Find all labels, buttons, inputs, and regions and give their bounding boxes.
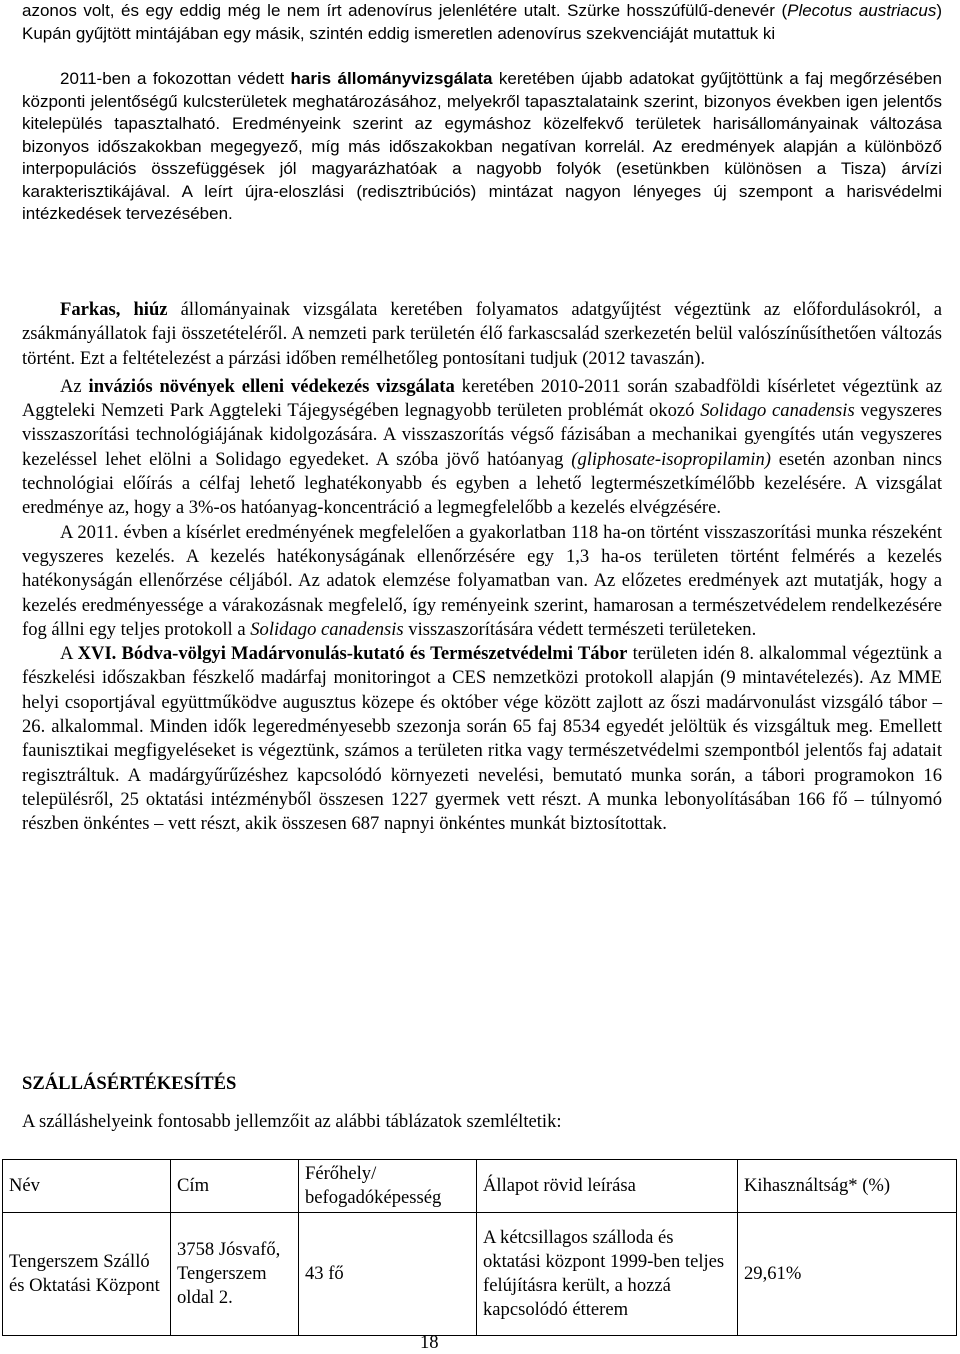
paragraph-tabor — [22, 642, 942, 836]
header-cell: Férőhely/ befogadóképesség — [299, 1160, 477, 1213]
cell-address: 3758 Jósvafő, Tengerszem oldal 2. — [171, 1213, 299, 1336]
header-cell: Állapot rövid leírása — [477, 1160, 738, 1213]
species-name: Plecotus austriacus — [787, 1, 937, 20]
species-name: Solidago canadensis — [700, 400, 855, 422]
text: ) Kupán gyűjtött mintájában egy másik, szintén eddig ismeretlen adenovírus szekvenciáját mutattuk ki — [22, 1, 942, 43]
text: vegyszeres visszaszorítási technológiájának kidolgozására. A visszaszorítás végső fázisában a mechanikai gyengítés után vegyszeres kezeléssel lehet elölni a Solidago egyedeket. A szóba jövő hatóanyag — [22, 400, 942, 470]
chemical-name: (gliphosate-isopropilamin) — [571, 448, 771, 470]
bold-term: haris állományvizsgálata — [290, 69, 493, 88]
text: állományainak vizsgálata keretében folyamatos adatgyűjtést végeztünk az előfordulásokról, a zsákmányállatok faji összetételéről. A nemzeti park területén élő farkascsalád szerkezetén belül valószínűsíthetően változás történt. Ezt a feltételezést a párzási időben remélhetőleg pontosítani tudjuk (2012 tavaszán). — [22, 299, 942, 369]
text: A — [60, 643, 78, 665]
text: visszaszorítására védett természeti területeken. — [403, 618, 757, 640]
species-name: Solidago canadensis — [250, 618, 404, 640]
header-cell: Kihasználtság* (%) — [738, 1160, 957, 1213]
bold-term: Farkas, hiúz — [60, 299, 168, 320]
header-cell: Név — [3, 1160, 171, 1213]
cell-description: A kétcsillagos szálloda és oktatási központ 1999-ben teljes felújításra került, a hozzá kapcsolódó étterem — [477, 1213, 738, 1336]
text: 2011-ben a fokozottan védett — [60, 69, 291, 88]
cell-occupancy: 29,61% — [738, 1213, 957, 1336]
section-heading: SZÁLLÁSÉRTÉKESÍTÉS — [22, 1073, 237, 1094]
text: Az — [60, 375, 89, 397]
paragraph-2011 — [22, 521, 942, 642]
table-row — [3, 1213, 957, 1336]
cell-name: Tengerszem Szálló és Oktatási Központ — [3, 1213, 171, 1336]
text: keretében 2010-2011 során szabadföldi kísérletet végeztünk az Aggteleki Nemzeti Park Aggteleki Tájegységében legnagyobb területen problémát okozó — [22, 375, 942, 422]
text: területen idén 8. alkalommal végeztünk a fészkelési időszakban fészkelő madárfaj monitoringot a CES nemzetközi protokoll alapján (9 mintavételezés). Az MME helyi csoportjával együttműködve augusztus közepe és október vége között zajlott az őszi madárvonulást vizsgáló tábor – 26. alkalommal. Minden idők legeredményesebb szezonja során 65 faj 8534 egyedét jelöltük és vizsgáltuk meg. Emellett faunisztikai megfigyeléseket is végeztünk, számos a területen ritka vagy természetvédelmi szempontból jelentős faj adatait regisztráltuk. A madárgyűrűzéshez kapcsolódó környezeti nevelési, bemutató munka során, a tábori programokon 16 településről, 25 oktatási intézményből összesen 1227 gyermek vett részt. A munka lebonyolításában 166 fő – túlnyomó részben önkéntes – vett részt, akik összesen 687 napnyi önkéntes munkát biztosítottak. — [22, 643, 942, 835]
header-cell: Cím — [171, 1160, 299, 1213]
paragraph-invazios — [22, 375, 942, 521]
paragraph-adenovirus — [22, 0, 942, 45]
text: A 2011. évben a kísérlet eredményének megfelelően a gyakorlatban 118 ha-on történt visszaszorítási munka részeként vegyszeres kezelés. A kezelés hatékonyságának ellenőrzésére egy 1,3 ha-os területen történt felmérés a kezelés hatékonyságán ellenőrzése céljából. Az adatok elemzése folyamatban van. Az előzetes eredmények azt mutatják, hogy a kezelés eredményessége a várakozásnak megfelelő, így reményeink szerint, hamarosan a természetvédelem rendelkezésére fog állni egy teljes protokoll a — [22, 521, 942, 640]
bold-term: inváziós növények elleni védekezés vizsgálata — [88, 375, 455, 397]
section-intro: A szálláshelyeink fontosabb jellemzőit az alábbi táblázatok szemléltetik: — [22, 1111, 562, 1132]
serif-section — [22, 298, 942, 837]
paragraph-farkas — [22, 298, 942, 371]
page-number: 18 — [420, 1332, 439, 1353]
text: keretében újabb adatokat gyűjtöttünk a faj megőrzésében központi jelentőségű kulcsterületek meghatározásához, melyekről tapasztalataink szerint, bizonyos években igen jelentős kitelepülés tapasztalható. Eredményeink szerint az egymáshoz közelfekvő területek harisállományainak változása bizonyos időszakokban megegyező, míg más időszakokban negatívan korrelál. Az eredmények alapján a különböző interpopulációs összefüggések jól magyarázhatóak a nagyobb folyók (esetünkben különösen a Tisza) árvízi karakterisztikájával. A leírt újra-eloszlási (redisztribúciós) mintázat nagyon lényeges új szempont a harisvédelmi intézkedések tervezésében. — [22, 69, 942, 223]
table-header-row — [3, 1160, 957, 1213]
accommodation-table — [2, 1159, 957, 1336]
bold-term: XVI. Bódva-völgyi Madárvonulás-kutató és Természetvédelmi Tábor — [77, 643, 628, 665]
text: azonos volt, és egy eddig még le nem írt adenovírus jelenlétére utalt. Szürke hosszúfülű-denevér ( — [22, 1, 788, 20]
paragraph-haris — [22, 68, 942, 226]
text: esetén azonban nincs technológiai előírás a célfaj lehető leghatékonyabb és egyben a lehető legtermészetkímélőbb kezelésére. A vizsgálat eredménye az, hogy a 3%-os hatóanyag-koncentráció a legmegfelelőbb a kezelés elvégzésére. — [22, 448, 942, 519]
cell-capacity: 43 fő — [299, 1213, 477, 1336]
